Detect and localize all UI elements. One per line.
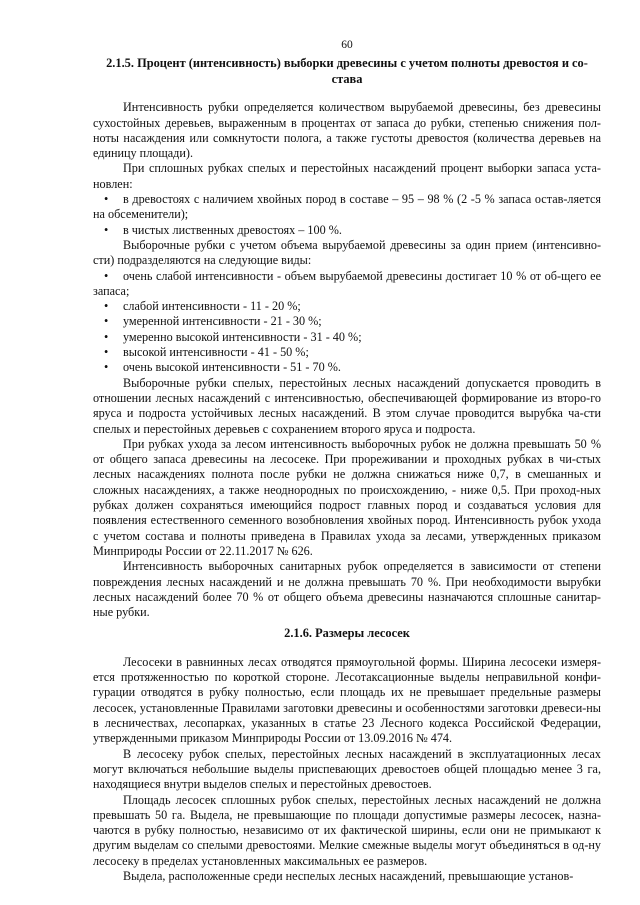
paragraph: Выборочные рубки спелых, перестойных лесных насаждений допускается проводить в отношении лесных насаждений с интенсивностью, обеспечивающей формирование из второ-го яруса и подроста устойчивых лесных насаждений. В этом случае проводится вырубка ча-сти спелых и перестойных деревьев с сохранением второго яруса и подроста. bbox=[93, 375, 601, 436]
document-page bbox=[93, 38, 601, 884]
list-item: • в чистых лиственных древостоях – 100 %. bbox=[93, 223, 601, 238]
paragraph: При рубках ухода за лесом интенсивность выборочных рубок не должна превышать 50 % от общего запаса древесины на лесосеке. При прореживании и проходных рубках в чи-стых лесных насаждениях полнота после рубки не должна снижаться ниже 0,7, в смешанных и сложных насаждениях, а также неоднородных по происхождению, - ниже 0,5. При проход-ных рубках должен сохраняться имеющийся подрост главных пород и создаваться условия для появления естественного семенного возобновления хвойных пород. Интенсивность рубок ухода с учетом состава и полноты приведена в Правилах ухода за лесами, утвержденных приказом Минприроды России от 22.11.2017 № 626. bbox=[93, 436, 601, 558]
list-item: • в древостоях с наличием хвойных пород в составе – 95 – 98 % (2 -5 % запаса остав-ляется на обсеменители); bbox=[93, 192, 601, 223]
list-item: • умеренно высокой интенсивности - 31 - 40 %; bbox=[93, 330, 601, 345]
paragraph: В лесосеку рубок спелых, перестойных лесных насаждений в эксплуатационных лесах могут включаться небольшие выделы приспевающих древостоев общей площадью менее 3 га, находящиеся внутри выделов спелых и перестойных древостоев. bbox=[93, 746, 601, 792]
paragraph: Интенсивность рубки определяется количеством вырубаемой древесины, без древесины сухостойных деревьев, выраженным в процентах от запаса до рубки, степенью снижения пол-ноты насаждения или сомкнутости полога, а также густоты древостоя (количества деревьев на единицу площади). bbox=[93, 100, 601, 161]
paragraph: Лесосеки в равнинных лесах отводятся прямоугольной формы. Ширина лесосеки измеря-ется протяженностью по короткой стороне. Лесотаксационные выделы неправильной конфи-гурации отводятся в рубку полностью, если площадь их не превышает предельные размеры лесосек, установленные Правилами заготовки древесины и особенностями заготовки древеси-ны в лесничествах, лесопарках, указанных в статье 23 Лесного кодекса Российской Федерации, утвержденными приказом Минприроды России от 13.09.2016 № 474. bbox=[93, 654, 601, 746]
bullet-list bbox=[93, 269, 601, 376]
paragraph: Выборочные рубки с учетом объема вырубаемой древесины за один прием (интенсивно-сти) подразделяются на следующие виды: bbox=[93, 237, 601, 268]
paragraph: Интенсивность выборочных санитарных рубок определяется в зависимости от степени повреждения лесных насаждений и не должна превышать 70 %. При необходимости вырубки лесных насаждений более 70 % от общего объема древесины назначаются сплошные санитар-ные рубки. bbox=[93, 559, 601, 620]
paragraph: При сплошных рубках спелых и перестойных насаждений процент выборки запаса уста-новлен: bbox=[93, 161, 601, 191]
list-item: • очень высокой интенсивности - 51 - 70 %. bbox=[93, 360, 601, 375]
paragraph: Площадь лесосек сплошных рубок спелых, перестойных лесных насаждений не должна превышать 50 га. Выдела, не превышающие по площади допустимые размеры лесосек, назна-чаются в рубку полностью, независимо от их фактической ширины, если они не примыкают к другим выделам со спелыми древостоями. Мелкие смежные выделы могут объединяться в од-ну лесосеку в пределах установленных максимальных ее размеров. bbox=[93, 792, 601, 868]
list-item: • высокой интенсивности - 41 - 50 %; bbox=[93, 345, 601, 360]
list-item: • очень слабой интенсивности - объем вырубаемой древесины достигает 10 % от об-щего ее запаса; bbox=[93, 269, 601, 300]
section-heading-2-1-6: 2.1.6. Размеры лесосек bbox=[284, 626, 410, 641]
paragraph: Выдела, расположенные среди неспелых лесных насаждений, превышающие установ- bbox=[123, 869, 574, 884]
section-heading-2-1-5: 2.1.5. Процент (интенсивность) выборки древесины с учетом полноты древостоя и со- става bbox=[106, 56, 588, 86]
bullet-list bbox=[93, 192, 601, 238]
page-number: 60 bbox=[341, 39, 353, 51]
list-item: • умеренной интенсивности - 21 - 30 %; bbox=[93, 314, 601, 329]
list-item: • слабой интенсивности - 11 - 20 %; bbox=[93, 299, 601, 314]
